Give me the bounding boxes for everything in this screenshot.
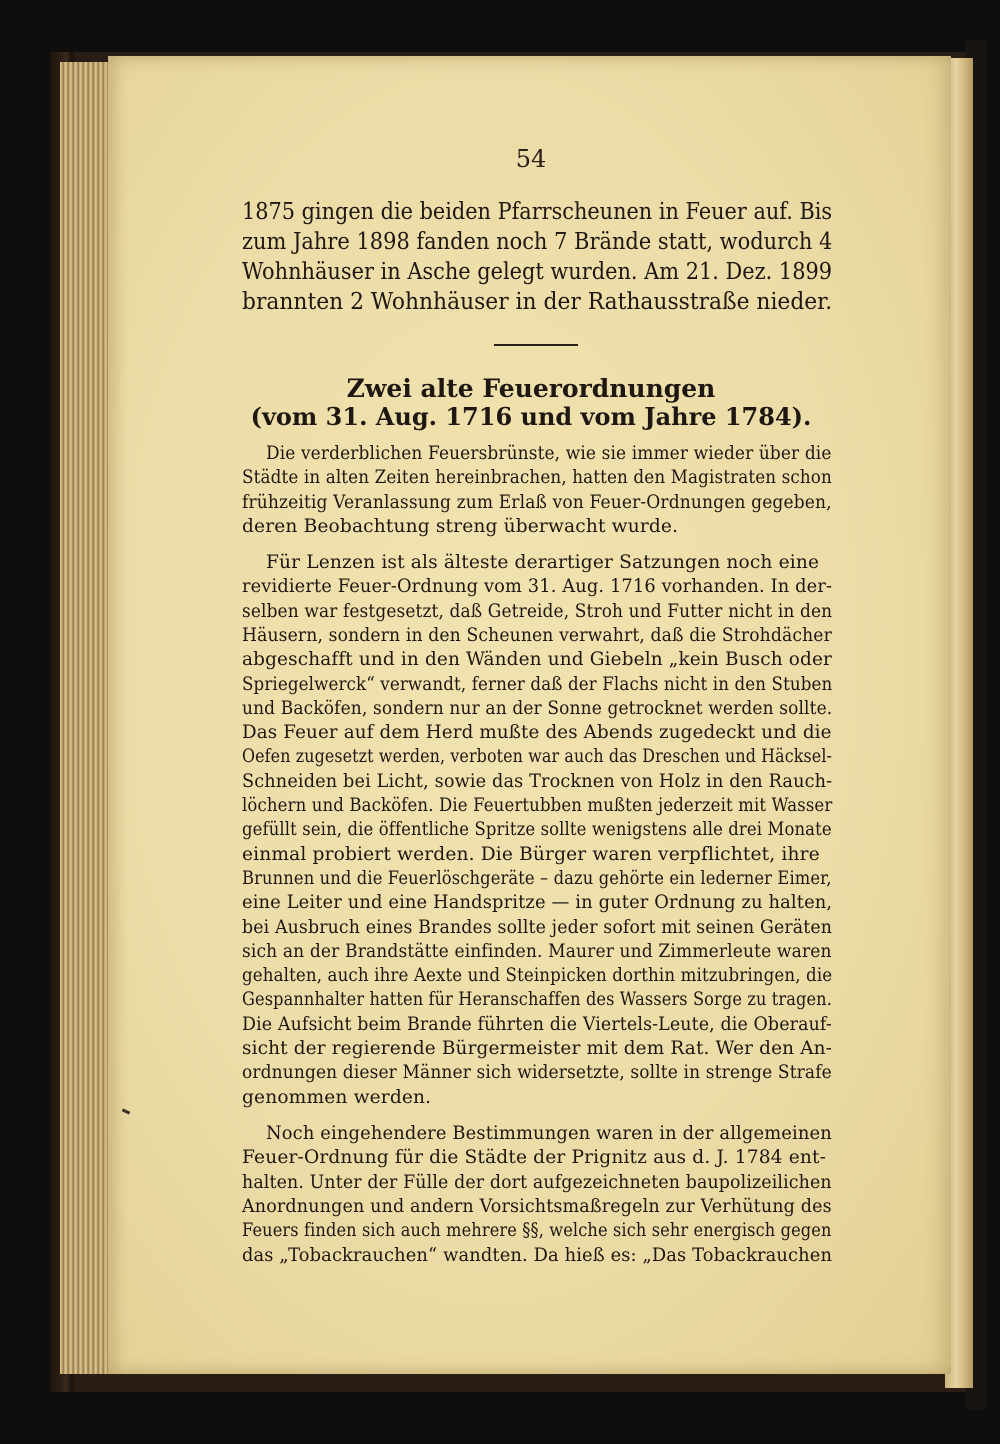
section-subtitle: (vom 31. Aug. 1716 und vom Jahre 1784).: [250, 402, 812, 431]
text-line: deren Beobachtung streng überwacht wurde.: [242, 515, 679, 537]
text-line: Für Lenzen ist als älteste derartiger Satzungen noch eine: [266, 552, 820, 573]
text-line: Feuers finden sich auch mehrere §§, welche sich sehr energisch gegen: [242, 1220, 832, 1242]
text-line: gehalten, auch ihre Aexte und Steinpicken dorthin mitzubringen, die: [242, 965, 833, 987]
text-line: Städte in alten Zeiten hereinbrachen, hatten den Magistraten schon: [242, 467, 832, 489]
text-line: zum Jahre 1898 fanden noch 7 Brände statt, wodurch 4: [242, 227, 833, 255]
text-line: genommen werden.: [242, 1086, 432, 1108]
text-line: abgeschafft und in den Wänden und Giebeln „kein Busch oder: [242, 649, 833, 671]
page-number: 54: [515, 145, 547, 173]
text-line: Schneiden bei Licht, sowie das Trocknen von Holz in den Rauch-: [242, 770, 833, 792]
text-line: Noch eingehendere Bestimmungen waren in der allgemeinen: [266, 1123, 832, 1144]
text-line: Anordnungen und andern Vorsichtsmaßregeln zur Verhütung des: [242, 1195, 832, 1217]
text-line: Wohnhäuser in Asche gelegt wurden. Am 21. Dez. 1899: [242, 257, 833, 285]
text-line: Brunnen und die Feuerlöschgeräte – dazu gehörte ein lederner Eimer,: [242, 867, 832, 889]
section-title: Zwei alte Feuerordnungen: [346, 374, 716, 403]
text-line: ordnungen dieser Männer sich widersetzte, sollte in strenge Strafe: [242, 1062, 832, 1084]
text-line: sicht der regierende Bürgermeister mit dem Rat. Wer den An-: [242, 1038, 833, 1059]
text-line: sich an der Brandstätte einfinden. Maurer und Zimmerleute waren: [242, 940, 832, 962]
text-line: revidierte Feuer-Ordnung vom 31. Aug. 1716 vorhanden. In der-: [242, 576, 833, 598]
text-line: gefüllt sein, die öffentliche Spritze sollte wenigstens alle drei Monate: [242, 819, 832, 841]
text-line: und Backöfen, sondern nur an der Sonne getrocknet werden sollte.: [242, 697, 833, 719]
text-line: brannten 2 Wohnhäuser in der Rathausstraße nieder.: [242, 287, 833, 315]
text-line: selben war festgesetzt, daß Getreide, Stroh und Futter nicht in den: [242, 600, 833, 622]
text-line: einmal probiert werden. Die Bürger waren verpflichtet, ihre: [242, 843, 820, 865]
text-line: Gespannhalter hatten für Heranschaffen des Wassers Sorge zu tragen.: [242, 989, 832, 1011]
text-line: Das Feuer auf dem Herd mußte des Abends zugedeckt und die: [242, 722, 832, 744]
text-line: löchern und Backöfen. Die Feuertubben mußten jederzeit mit Wasser: [242, 795, 833, 816]
text-line: Spriegelwerck“ verwandt, ferner daß der Flachs nicht in den Stuben: [242, 673, 833, 695]
section-divider: [494, 344, 578, 346]
text-line: Feuer-Ordnung für die Städte der Prignitz aus d. J. 1784 ent-: [242, 1147, 827, 1169]
text-line: Häusern, sondern in den Scheunen verwahrt, daß die Strohdächer: [242, 624, 832, 646]
text-line: frühzeitig Veranlassung zum Erlaß von Feuer-Ordnungen gegeben,: [242, 491, 832, 513]
text-line: das „Tobackrauchen“ wandten. Da hieß es: „Das Tobackrauchen: [242, 1244, 833, 1266]
text-line: eine Leiter und eine Handspritze — in guter Ordnung zu halten,: [242, 892, 833, 914]
page-edges: [60, 62, 115, 1374]
text-line: halten. Unter der Fülle der dort aufgezeichneten baupolizeilichen: [242, 1171, 832, 1193]
text-line: Die Aufsicht beim Brande führten die Viertels-Leute, die Oberauf-: [242, 1013, 832, 1035]
text-line: bei Ausbruch eines Brandes sollte jeder sofort mit seinen Geräten: [242, 916, 833, 938]
text-line: Die verderblichen Feuersbrünste, wie sie immer wieder über die: [266, 443, 832, 464]
text-line: 1875 gingen die beiden Pfarrscheunen in Feuer auf. Bis: [242, 197, 833, 225]
text-line: Oefen zugesetzt werden, verboten war auch das Dreschen und Häcksel-: [242, 746, 833, 768]
